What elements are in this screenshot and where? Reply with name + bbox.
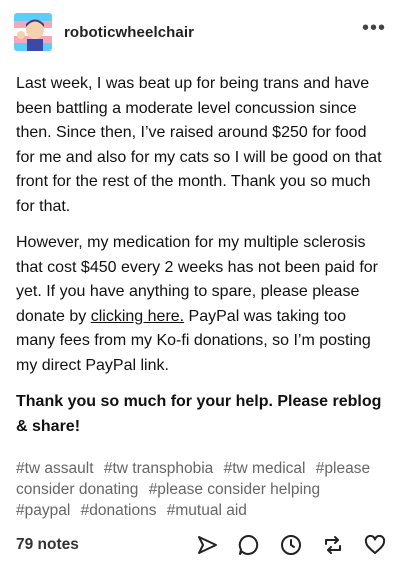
tag-tw-transphobia[interactable]: #tw transphobia	[103, 460, 214, 477]
post-bold-line: Thank you so much for your help. Please reblog & share!	[16, 393, 382, 435]
tag-donations[interactable]: #donations	[80, 502, 157, 519]
notes-count[interactable]: 79 notes	[16, 536, 79, 553]
tag-tw-assault[interactable]: #tw assault	[16, 460, 94, 477]
post-header	[14, 12, 386, 52]
donate-link[interactable]: clicking here.	[90, 307, 185, 325]
post-body	[16, 72, 388, 451]
action-bar	[194, 532, 388, 558]
post-paragraph-2	[16, 231, 388, 378]
paragraph-2-after: PayPal was taking too many fees from my Ko-fi donations, so I’m posting my direct PayPal link.	[16, 307, 371, 374]
reblog-icon[interactable]	[320, 532, 346, 558]
paragraph-2-before: However, my medication for my multiple sclerosis that cost $450 every 2 weeks has not been paid for yet. If you have anything to spare, please please donate by	[16, 234, 379, 325]
avatar[interactable]	[14, 13, 52, 51]
reply-icon[interactable]	[236, 532, 262, 558]
tag-paypal[interactable]: #paypal	[16, 502, 71, 519]
avatar-image	[14, 13, 52, 51]
tag-please-consider-helping[interactable]: #please consider helping	[148, 481, 321, 498]
schedule-icon[interactable]	[278, 532, 304, 558]
like-icon[interactable]	[362, 532, 388, 558]
post-footer	[16, 530, 388, 560]
tag-mutual-aid[interactable]: #mutual aid	[166, 502, 247, 519]
tag-list	[16, 458, 388, 521]
post-paragraph-1: Last week, I was beat up for being trans and have been battling a moderate level concussion since then. Since then, I’ve raised around $250 for food for me and also for my cats so I will be good on that front for the rest of the month. Thank you so much for that.	[16, 75, 382, 215]
tag-tw-medical[interactable]: #tw medical	[223, 460, 306, 477]
more-horizontal-icon[interactable]: •••	[361, 17, 386, 39]
share-icon[interactable]	[194, 532, 220, 558]
tag-please-consider-donating[interactable]: #please consider donating	[16, 460, 371, 498]
username-link[interactable]: roboticwheelchair	[64, 23, 195, 41]
